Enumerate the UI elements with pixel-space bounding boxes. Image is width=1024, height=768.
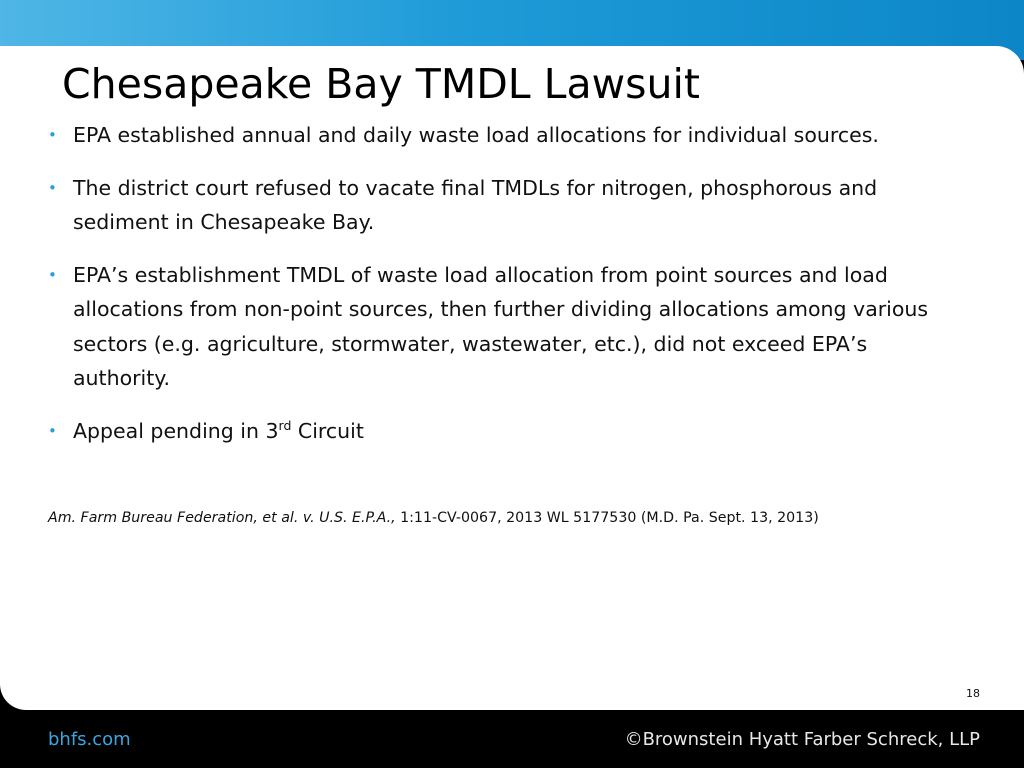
bullet-marker-icon: •	[48, 265, 57, 284]
footer-copyright: ©Brownstein Hyatt Farber Schreck, LLP	[624, 729, 980, 750]
bullet-list	[48, 118, 948, 466]
bullet-superscript: rd	[278, 417, 292, 433]
page-number: 18	[966, 687, 980, 700]
bullet-item	[48, 414, 948, 449]
bullet-text-continued: Circuit	[291, 418, 364, 443]
citation-reference: 1:11-CV-0067, 2013 WL 5177530 (M.D. Pa. Sept. 13, 2013)	[395, 510, 819, 526]
case-citation	[48, 510, 819, 526]
bullet-marker-icon: •	[48, 421, 57, 440]
bullet-text: EPA established annual and daily waste load allocations for individual sources.	[73, 123, 879, 147]
bullet-item	[48, 118, 948, 153]
bullet-marker-icon: •	[48, 178, 57, 197]
bullet-text: EPA’s establishment TMDL of waste load allocation from point sources and load allocations from non-point sources, then further dividing allocations among various sectors (e.g. agriculture, stormwater, wastewater, etc.), did not exceed EPA’s authority.	[73, 262, 929, 390]
bullet-text: Appeal pending in 3	[73, 418, 279, 443]
bullet-text: The district court refused to vacate final TMDLs for nitrogen, phosphorous and sediment in Chesapeake Bay.	[73, 175, 878, 234]
bullet-marker-icon: •	[48, 126, 57, 144]
slide-title: Chesapeake Bay TMDL Lawsuit	[62, 60, 700, 108]
citation-case-name: Am. Farm Bureau Federation, et al. v. U.S. E.P.A.,	[48, 510, 396, 526]
bullet-item	[48, 258, 948, 396]
footer-website-link[interactable]: bhfs.com	[48, 729, 131, 750]
bullet-item	[48, 171, 948, 240]
